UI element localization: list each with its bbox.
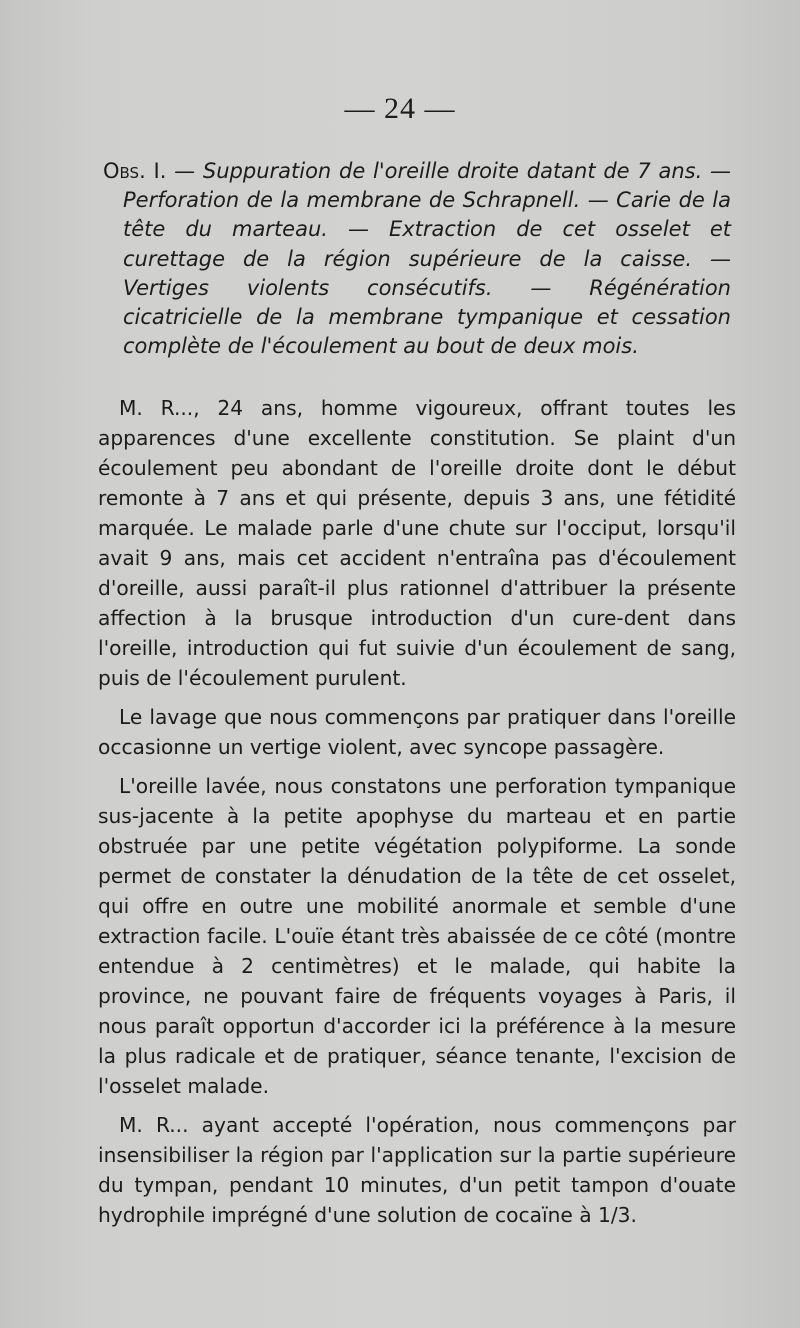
- body-text: [98, 393, 736, 1239]
- page-number: — 24 —: [344, 92, 456, 125]
- observation-heading: [103, 157, 731, 361]
- observation-text: — Suppuration de l'oreille droite datant de 7 ans. — Perforation de la membrane de Schrapnell. — Carie de la tête du marteau. — Extraction de cet osselet et curettage de la région supérieure de la caisse. — Vertiges violents consécutifs. — Régénération cicatricielle de la membrane tympanique et cessation complète de l'écoulement au bout de deux mois.: [123, 159, 732, 359]
- paragraph-operation: M. R... ayant accepté l'opération, nous commençons par insensibiliser la région par l'application sur la partie supérieure du tympan, pendant 10 minutes, d'un petit tampon d'ouate hydrophile imprégné d'une solution de cocaïne à 1/3.: [98, 1113, 736, 1227]
- observation-label: Obs. I.: [103, 159, 167, 183]
- paragraph-lavage: Le lavage que nous commençons par pratiquer dans l'oreille occasionne un vertige violent, avec syncope passagère.: [98, 705, 736, 759]
- paragraph-examination: L'oreille lavée, nous constatons une perforation tympanique sus-jacente à la petite apophyse du marteau et en partie obstruée par une petite végétation polypiforme. La sonde permet de constater la dénudation de la tête de cet osselet, qui offre en outre une mobilité anormale et semble d'une extraction facile. L'ouïe étant très abaissée de ce côté (montre entendue à 2 centimètres) et le malade, qui habite la province, ne pouvant faire de fréquents voyages à Paris, il nous paraît opportun d'accorder ici la préférence à la mesure la plus radicale et de pratiquer, séance tenante, l'excision de l'osselet malade.: [98, 774, 736, 1098]
- paragraph-patient-history: M. R..., 24 ans, homme vigoureux, offrant toutes les apparences d'une excellente constitution. Se plaint d'un écoulement peu abondant de l'oreille droite dont le début remonte à 7 ans et qui présente, depuis 3 ans, une fétidité marquée. Le malade parle d'une chute sur l'occiput, lorsqu'il avait 9 ans, mais cet accident n'entraîna pas d'écoulement d'oreille, aussi paraît-il plus rationnel d'attribuer la présente affection à la brusque introduction d'un cure-dent dans l'oreille, introduction qui fut suivie d'un écoulement de sang, puis de l'écoulement purulent.: [98, 396, 736, 690]
- observation-summary: [103, 157, 731, 361]
